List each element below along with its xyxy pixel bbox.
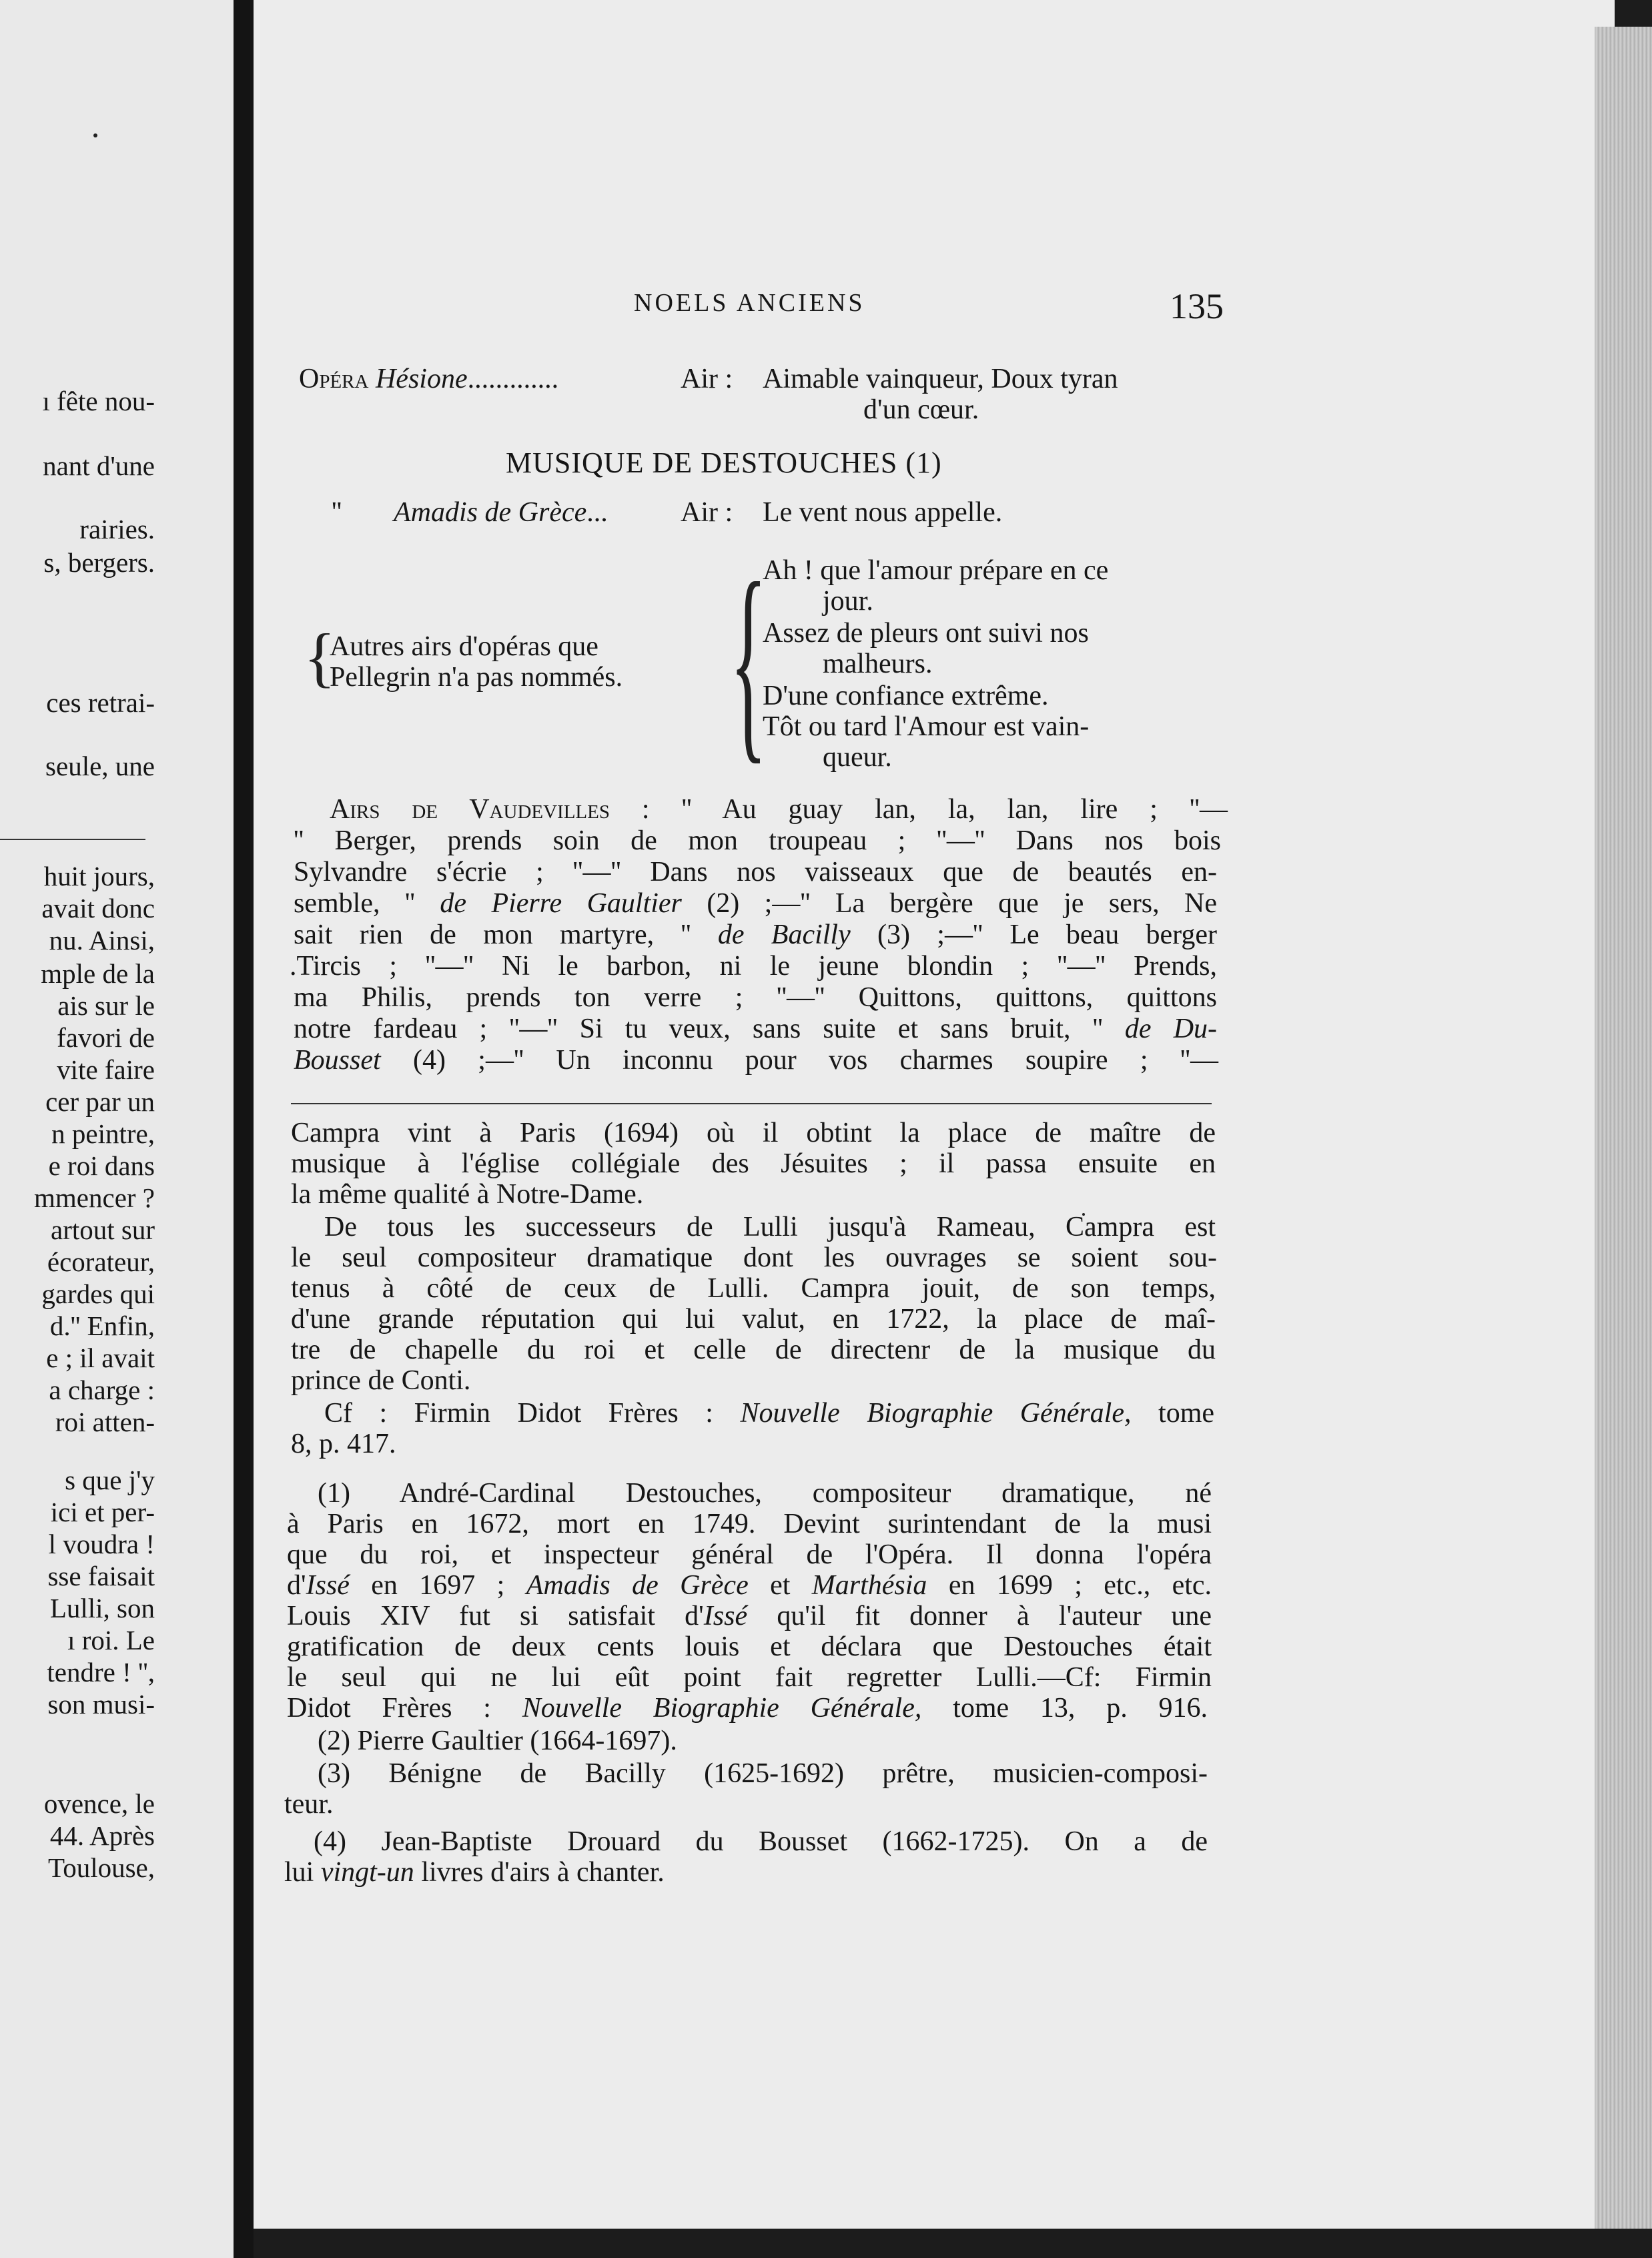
opera-air-line1: Aimable vainqueur, Doux tyran [763, 364, 1118, 394]
opera-title: Amadis de Grèce [526, 1570, 749, 1601]
facing-page-line: ces retrai- [46, 687, 155, 718]
note-text: en 1699 ; etc., etc. [948, 1570, 1212, 1601]
facing-page-line: s, bergers. [43, 547, 155, 578]
facing-page-line: tendre ! '', [47, 1657, 155, 1687]
air-list-4-cont: queur. [823, 742, 892, 773]
cf-text: Cf : Firmin Didot Frères : [324, 1398, 713, 1429]
composer-name: de Du- [1124, 1014, 1218, 1044]
note-text: livres d'airs à chanter. [421, 1857, 665, 1888]
opera-line [299, 364, 558, 394]
running-head: NOELS ANCIENS [634, 289, 865, 317]
facing-page-line: e ; il avait [46, 1343, 155, 1373]
facing-page-line: nu. Ainsi, [49, 925, 155, 956]
campra-cf-line1 [324, 1398, 1214, 1429]
note1-line2: à Paris en 1672, mort en 1749. Devint surintendant de la musi [287, 1509, 1212, 1539]
note1-line3: que du roi, et inspecteur général de l'Opéra. Il donna l'opéra [287, 1539, 1212, 1570]
facing-page-line: favori de [57, 1022, 155, 1053]
facing-page-line: gardes qui [41, 1278, 155, 1309]
facing-page [0, 0, 234, 2258]
campra-p1-line2: musique à l'église collégiale des Jésuites ; il passa ensuite en [291, 1148, 1216, 1179]
note1-line6: gratification de deux cents louis et déclara que Destouches était [287, 1631, 1212, 1662]
amadis-air: Le vent nous appelle. [763, 497, 1003, 528]
book-gutter [234, 0, 254, 2258]
facing-page-rule [0, 839, 145, 840]
vaudevilles-line-7: ma Philis, prends ton verre ; ''—'' Quittons, quittons, quittons [294, 982, 1217, 1013]
facing-page-line: son musi- [47, 1689, 155, 1720]
facing-page-line: ı roi. Le [67, 1625, 155, 1655]
campra-p1-line1: Campra vint à Paris (1694) où il obtint la place de maître de [291, 1118, 1216, 1148]
vaudevilles-line-1 [330, 794, 1228, 825]
left-brace: { [304, 620, 336, 694]
emphasis: vingt-un [320, 1857, 414, 1888]
campra-p2-line1: De tous les successeurs de Lulli jusqu'à Rameau, Campra est [324, 1212, 1216, 1242]
vaudevilles-line-2: '' Berger, prends soin de mon troupeau ; ''—'' Dans nos bois [294, 825, 1221, 856]
facing-page-line: vite faire [57, 1054, 155, 1085]
note-text: qu'il fit donner à l'auteur une [777, 1601, 1212, 1631]
campra-p2-line6: prince de Conti. [291, 1365, 471, 1396]
facing-page-line: écorateur, [47, 1246, 155, 1277]
composer-name: de Pierre Gaultier [440, 888, 682, 919]
amadis-ditto: '' [332, 497, 342, 528]
note-text: tome 13, p. 916. [953, 1693, 1208, 1724]
vaudevilles-text: notre fardeau ; ''—'' Si tu veux, sans suite et sans bruit, '' [294, 1014, 1103, 1044]
facing-page-line: artout sur [51, 1214, 155, 1245]
facing-page-line: Lulli, son [49, 1593, 155, 1623]
amadis-air-label: Air : [681, 497, 733, 528]
vaudevilles-text: '' Au guay lan, la, lan, lire ; ''— [681, 794, 1228, 825]
other-airs-line1: Autres airs d'opéras que [330, 631, 598, 662]
facing-page-line: ais sur le [57, 990, 155, 1021]
facing-page-line: ı fête nou- [42, 386, 155, 416]
opera-air-label: Air : [681, 364, 733, 394]
note-text: d' [287, 1570, 306, 1601]
facing-page-line: Toulouse, [48, 1852, 155, 1883]
facing-page-line: rairies. [79, 514, 155, 544]
page-number: 135 [1170, 286, 1224, 326]
facing-page-line: s que j'y [65, 1465, 155, 1495]
amadis-dots: ... [586, 497, 608, 528]
composer-name: de Bacilly [717, 919, 851, 950]
opera-work: Hésione [375, 364, 468, 394]
facing-page-line: seule, une [45, 751, 155, 781]
opera-title: Marthésia [811, 1570, 927, 1601]
opera-title: Issé [306, 1570, 350, 1601]
facing-page-line: a charge : [49, 1375, 155, 1405]
note4-line1: (4) Jean-Baptiste Drouard du Bousset (1662-1725). On a de [314, 1826, 1208, 1857]
facing-page-line: e roi dans [48, 1150, 155, 1181]
air-list-3: D'une confiance extrême. [763, 681, 1049, 711]
facing-page-line: roi atten- [55, 1407, 155, 1437]
facing-page-line: cer par un [45, 1086, 155, 1117]
campra-p2-line2: le seul compositeur dramatique dont les ouvrages se soient sou- [291, 1242, 1217, 1273]
facing-page-line: mmencer ? [34, 1182, 155, 1213]
section-heading: MUSIQUE DE DESTOUCHES (1) [506, 446, 942, 479]
amadis-work: Amadis de Grèce [394, 497, 587, 528]
note-text: Didot Frères : [287, 1693, 491, 1724]
facing-page-line: 44. Après [49, 1820, 155, 1851]
note-text: lui [284, 1857, 314, 1888]
vaudevilles-text: (2) ;—'' La bergère que je sers, Ne [707, 888, 1218, 919]
vaudevilles-line-9 [294, 1045, 1218, 1076]
campra-p2-line4: d'une grande réputation qui lui valut, en 1722, la place de maî- [291, 1304, 1216, 1335]
footnote-rule [291, 1103, 1212, 1104]
vaudevilles-line-4 [294, 888, 1217, 919]
note-text: et [770, 1570, 791, 1601]
facing-page-line: n peintre, [51, 1118, 155, 1149]
facing-page-line: sse faisait [47, 1561, 155, 1591]
amadis-line [394, 497, 608, 528]
air-list-1-cont: jour. [823, 586, 873, 617]
note1-line4 [287, 1570, 1212, 1601]
cited-work: Nouvelle Biographie Générale, [522, 1693, 922, 1724]
opera-dots: ............. [467, 364, 559, 394]
note3-line1: (3) Bénigne de Bacilly (1625-1692) prêtre, musicien-composi- [318, 1758, 1208, 1789]
facing-page-line: mple de la [41, 958, 155, 989]
vaudevilles-line-3: Sylvandre s'écrie ; ''—'' Dans nos vaisseaux que de beautés en- [294, 857, 1217, 887]
vaudevilles-text: sait rien de mon martyre, '' [294, 919, 691, 950]
air-list-1: Ah ! que l'amour prépare en ce [763, 555, 1109, 586]
note3-line2: teur. [284, 1789, 334, 1820]
facing-page-line: huit jours, [43, 861, 155, 891]
air-list-2: Assez de pleurs ont suivi nos [763, 618, 1089, 649]
vaudevilles-text: (4) ;—'' Un inconnu pour vos charmes soupire ; ''— [412, 1045, 1219, 1076]
campra-p2-line5: tre de chapelle du roi et celle de directenr de la musique du [291, 1335, 1216, 1365]
facing-page-line: avait donc [41, 893, 155, 923]
facing-page-line: d.'' Enfin, [49, 1310, 155, 1341]
facing-page-line: nant d'une [43, 450, 155, 481]
air-list-4: Tôt ou tard l'Amour est vain- [763, 711, 1090, 742]
note1-line1: (1) André-Cardinal Destouches, compositeur dramatique, né [318, 1478, 1212, 1509]
facing-page-line: ovence, le [43, 1788, 155, 1819]
note-text: Louis XIV fut si satisfait d' [287, 1601, 704, 1631]
opera-air-line2: d'un cœur. [863, 394, 979, 425]
vaudevilles-line-5 [294, 919, 1217, 950]
main-page [254, 0, 1615, 2229]
opera-label: Opéra [299, 364, 369, 394]
air-list-2-cont: malheurs. [823, 649, 933, 679]
page-edges [1595, 27, 1652, 2229]
note-text: en 1697 ; [371, 1570, 505, 1601]
vaudevilles-label: Airs de Vaudevilles : [330, 794, 650, 825]
vaudevilles-line-6: .Tircis ; ''—'' Ni le barbon, ni le jeune blondin ; ''—'' Prends, [290, 951, 1217, 982]
other-airs-line2: Pellegrin n'a pas nommés. [330, 662, 623, 693]
facing-page-line: l voudra ! [48, 1529, 155, 1559]
campra-cf-line2: 8, p. 417. [291, 1429, 396, 1459]
speck [93, 133, 97, 137]
opera-title: Issé [703, 1601, 748, 1631]
cited-work: Nouvelle Biographie Générale, [740, 1398, 1132, 1429]
note1-line5 [287, 1601, 1212, 1631]
vaudevilles-text: semble, '' [294, 888, 415, 919]
campra-p1-line3: la même qualité à Notre-Dame. [291, 1179, 644, 1210]
vaudevilles-text: (3) ;—'' Le beau berger [877, 919, 1217, 950]
right-brace: { [730, 538, 767, 782]
note1-line7: le seul qui ne lui eût point fait regretter Lulli.—Cf: Firmin [287, 1662, 1212, 1693]
campra-p2-line3: tenus à côté de ceux de Lulli. Campra jouit, de son temps, [291, 1273, 1216, 1304]
facing-page-line: ici et per- [50, 1497, 155, 1527]
note1-line8 [287, 1693, 1208, 1724]
vaudevilles-line-8 [294, 1014, 1217, 1044]
composer-name: Bousset [294, 1045, 381, 1076]
note4-line2 [284, 1857, 665, 1888]
cf-text: tome [1158, 1398, 1215, 1429]
note2: (2) Pierre Gaultier (1664-1697). [318, 1726, 677, 1756]
